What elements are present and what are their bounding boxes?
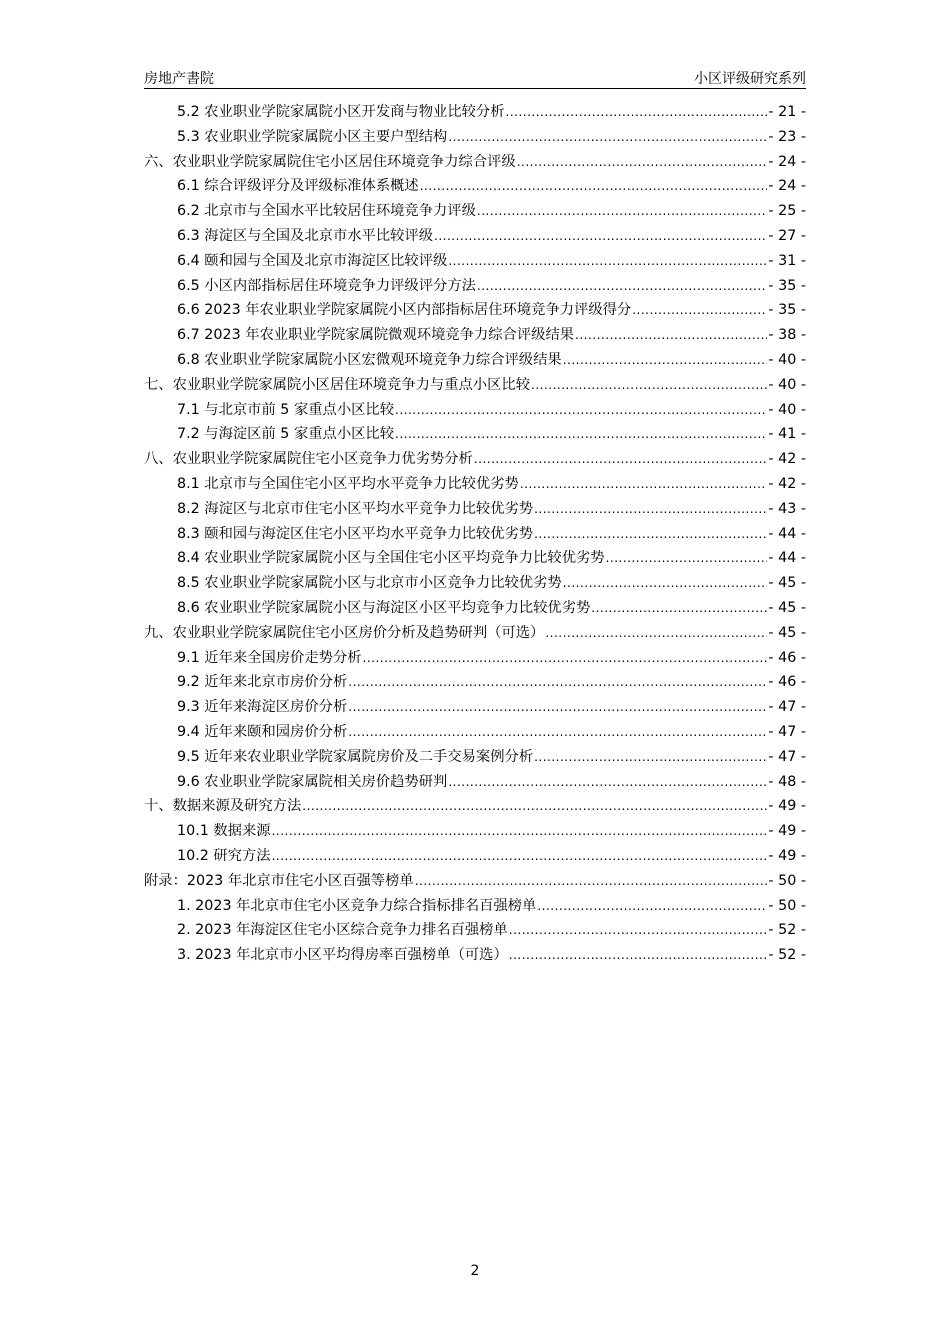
toc-entry-page: - 42 - [768,475,806,492]
toc-entry-title: 8.6 农业职业学院家属院小区与海淀区小区平均竞争力比较优劣势 [177,599,591,616]
toc-leader-dots [363,646,768,671]
toc-leader-dots [348,670,767,695]
toc-entry[interactable] [144,819,806,844]
header-series: 小区评级研究系列 [694,71,806,87]
table-of-contents [144,100,806,968]
toc-entry-page: - 44 - [768,550,806,567]
toc-entry-title: 9.3 近年来海淀区房价分析 [177,699,348,716]
toc-entry-page: - 44 - [768,525,806,542]
toc-entry-page: - 21 - [768,104,806,120]
toc-entry-title: 7.1 与北京市前 5 家重点小区比较 [177,401,395,418]
toc-leader-dots [509,918,768,943]
toc-entry-page: - 23 - [768,128,806,145]
toc-leader-dots [517,150,768,175]
toc-entry[interactable] [144,224,806,249]
toc-entry[interactable] [144,447,806,472]
toc-entry-title: 6.8 农业职业学院家属院小区宏微观环境竞争力综合评级结果 [177,351,562,368]
toc-entry[interactable] [144,497,806,522]
toc-entry-page: - 25 - [768,203,806,220]
toc-entry-page: - 24 - [768,153,806,170]
toc-leader-dots [534,497,767,522]
toc-entry-title: 6.6 2023 年农业职业学院家属院小区内部指标居住环境竞争力评级得分 [177,302,632,319]
toc-entry-page: - 47 - [768,699,806,716]
toc-leader-dots [348,720,767,745]
toc-leader-dots [395,422,767,447]
toc-leader-dots [534,745,767,770]
toc-entry[interactable] [144,770,806,795]
toc-entry-page: - 45 - [768,575,806,592]
toc-entry-title: 2. 2023 年海淀区住宅小区综合竞争力排名百强榜单 [177,922,508,939]
toc-entry[interactable] [144,571,806,596]
toc-entry-page: - 49 - [768,798,806,815]
toc-leader-dots [563,571,768,596]
toc-leader-dots [420,174,768,199]
toc-leader-dots [477,199,767,224]
toc-leader-dots [477,274,767,299]
toc-entry[interactable] [144,174,806,199]
toc-entry[interactable] [144,546,806,571]
toc-entry[interactable] [144,125,806,150]
toc-entry-page: - 40 - [768,351,806,368]
toc-entry-page: - 40 - [768,401,806,418]
toc-leader-dots [563,348,768,373]
toc-leader-dots [575,323,767,348]
toc-entry-title: 6.3 海淀区与全国及北京市水平比较评级 [177,227,434,244]
toc-entry-page: - 43 - [768,500,806,517]
toc-entry[interactable] [144,100,806,125]
toc-entry[interactable] [144,150,806,175]
toc-entry-page: - 50 - [768,897,806,914]
toc-entry[interactable] [144,298,806,323]
toc-entry-title: 3. 2023 年北京市小区平均得房率百强榜单（可选） [177,947,508,964]
toc-entry-page: - 47 - [768,748,806,765]
toc-entry[interactable] [144,398,806,423]
toc-leader-dots [506,100,768,125]
toc-leader-dots [531,373,767,398]
toc-entry-title: 8.5 农业职业学院家属院小区与北京市小区竞争力比较优劣势 [177,575,562,592]
toc-entry-title: 5.2 农业职业学院家属院小区开发商与物业比较分析 [177,104,505,120]
toc-entry-page: - 46 - [768,649,806,666]
toc-entry-page: - 35 - [768,302,806,319]
toc-leader-dots [395,398,767,423]
toc-entry-title: 8.4 农业职业学院家属院小区与全国住宅小区平均竞争力比较优劣势 [177,550,605,567]
toc-entry[interactable] [144,472,806,497]
toc-entry-title: 6.4 颐和园与全国及北京市海淀区比较评级 [177,252,448,269]
toc-entry-page: - 52 - [768,922,806,939]
toc-entry[interactable] [144,794,806,819]
toc-entry[interactable] [144,918,806,943]
toc-entry[interactable] [144,670,806,695]
toc-leader-dots [591,596,767,621]
toc-entry-page: - 35 - [768,277,806,294]
toc-entry[interactable] [144,249,806,274]
toc-leader-dots [509,943,768,968]
toc-leader-dots [448,125,767,150]
toc-entry-title: 9.4 近年来颐和园房价分析 [177,723,348,740]
toc-entry[interactable] [144,348,806,373]
toc-leader-dots [302,794,767,819]
toc-entry-title: 十、数据来源及研究方法 [144,798,302,815]
page-number: 2 [470,1263,480,1279]
toc-entry-page: - 40 - [768,376,806,393]
toc-entry[interactable] [144,199,806,224]
header-publisher: 房地产書院 [144,71,214,87]
toc-entry-page: - 41 - [768,426,806,443]
toc-entry[interactable] [144,596,806,621]
toc-entry-title: 9.2 近年来北京市房价分析 [177,674,348,691]
toc-leader-dots [545,621,767,646]
toc-entry[interactable] [144,943,806,968]
toc-entry-page: - 24 - [768,178,806,195]
toc-entry-page: - 42 - [768,451,806,468]
toc-leader-dots [448,770,767,795]
toc-entry-page: - 27 - [768,227,806,244]
toc-entry[interactable] [144,720,806,745]
toc-entry-title: 8.2 海淀区与北京市住宅小区平均水平竞争力比较优劣势 [177,500,534,517]
toc-leader-dots [348,695,767,720]
toc-leader-dots [448,249,767,274]
toc-entry-title: 六、农业职业学院家属院住宅小区居住环境竞争力综合评级 [144,153,516,170]
toc-entry-title: 八、农业职业学院家属院住宅小区竞争力优劣势分析 [144,451,473,468]
toc-entry-title: 九、农业职业学院家属院住宅小区房价分析及趋势研判（可选） [144,624,545,641]
toc-leader-dots [534,522,767,547]
toc-entry-page: - 46 - [768,674,806,691]
toc-entry[interactable] [144,695,806,720]
toc-entry[interactable] [144,373,806,398]
toc-entry-title: 10.2 研究方法 [177,847,271,864]
toc-entry-page: - 52 - [768,947,806,964]
toc-entry[interactable] [144,422,806,447]
toc-entry-title: 5.3 农业职业学院家属院小区主要户型结构 [177,128,448,145]
toc-entry[interactable] [144,621,806,646]
toc-entry-page: - 48 - [768,773,806,790]
toc-leader-dots [537,894,767,919]
toc-entry-page: - 49 - [768,847,806,864]
toc-entry-title: 1. 2023 年北京市住宅小区竞争力综合指标排名百强榜单 [177,897,537,914]
toc-entry[interactable] [144,646,806,671]
toc-leader-dots [415,869,768,894]
toc-entry-page: - 31 - [768,252,806,269]
toc-entry-title: 6.7 2023 年农业职业学院家属院微观环境竞争力综合评级结果 [177,327,575,344]
toc-entry-title: 9.6 农业职业学院家属院相关房价趋势研判 [177,773,448,790]
toc-entry[interactable] [144,745,806,770]
toc-entry[interactable] [144,522,806,547]
toc-entry-page: - 50 - [768,872,806,889]
page-header [144,66,806,89]
toc-entry-page: - 45 - [768,599,806,616]
toc-entry-title: 9.5 近年来农业职业学院家属院房价及二手交易案例分析 [177,748,534,765]
toc-leader-dots [474,447,768,472]
toc-entry-page: - 47 - [768,723,806,740]
toc-entry-title: 8.3 颐和园与海淀区住宅小区平均水平竞争力比较优劣势 [177,525,534,542]
toc-entry[interactable] [144,274,806,299]
toc-leader-dots [606,546,768,571]
toc-entry-title: 6.2 北京市与全国水平比较居住环境竞争力评级 [177,203,476,220]
toc-leader-dots [272,844,768,869]
toc-entry-title: 9.1 近年来全国房价走势分析 [177,649,362,666]
toc-entry-title: 6.1 综合评级评分及评级标准体系概述 [177,178,419,195]
toc-entry[interactable] [144,844,806,869]
toc-entry-title: 6.5 小区内部指标居住环境竞争力评级评分方法 [177,277,476,294]
toc-entry-page: - 45 - [768,624,806,641]
toc-leader-dots [632,298,767,323]
toc-entry-page: - 38 - [768,327,806,344]
toc-entry-title: 10.1 数据来源 [177,823,271,840]
toc-entry-page: - 49 - [768,823,806,840]
toc-leader-dots [434,224,767,249]
toc-entry-title: 附录：2023 年北京市住宅小区百强等榜单 [144,872,414,889]
toc-entry[interactable] [144,323,806,348]
toc-entry-title: 7.2 与海淀区前 5 家重点小区比较 [177,426,395,443]
toc-entry[interactable] [144,869,806,894]
toc-entry-title: 七、农业职业学院家属院小区居住环境竞争力与重点小区比较 [144,376,531,393]
toc-entry-title: 8.1 北京市与全国住宅小区平均水平竞争力比较优劣势 [177,475,519,492]
toc-leader-dots [520,472,768,497]
toc-entry[interactable] [144,894,806,919]
toc-leader-dots [272,819,768,844]
